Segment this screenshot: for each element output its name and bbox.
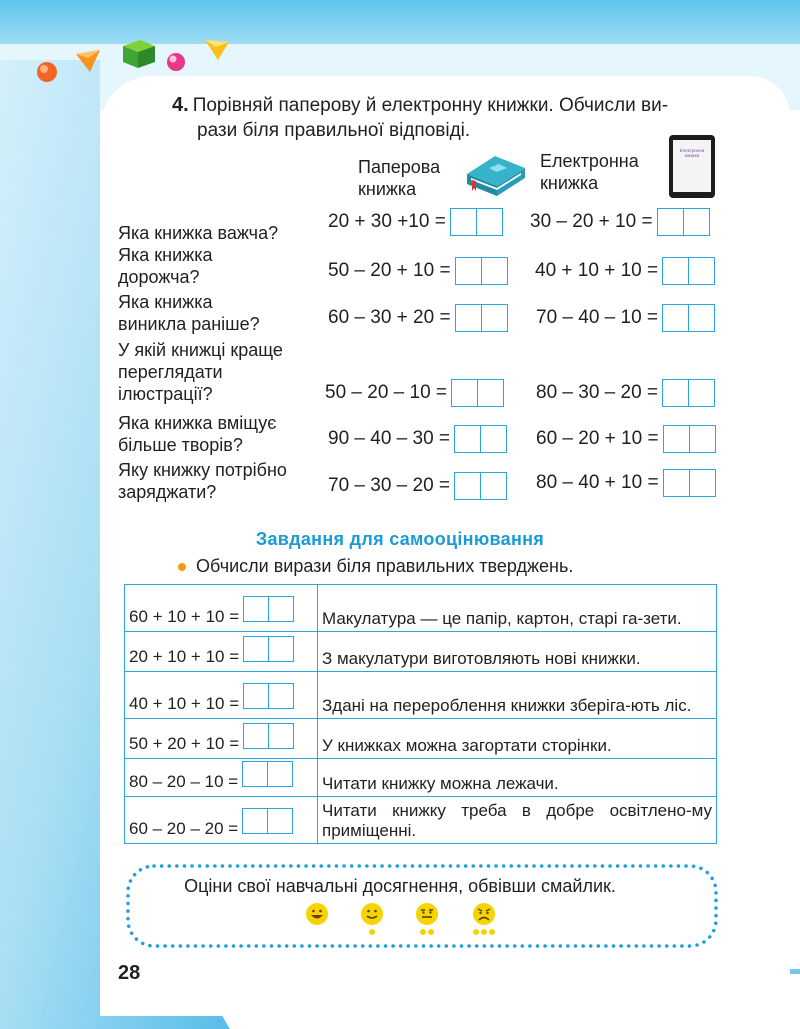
expr-2-ebook: 40 + 10 + 10 = [535, 257, 715, 285]
answer-box-2-ebook[interactable] [662, 257, 715, 285]
page-number: 28 [118, 962, 141, 984]
answer-box-5-paper[interactable] [454, 425, 507, 453]
answer-box[interactable] [243, 683, 294, 709]
smiley-smile-icon[interactable] [360, 902, 384, 926]
answer-box[interactable] [243, 723, 294, 749]
answer-box-1-paper[interactable] [450, 208, 503, 236]
expr-3-ebook: 70 – 40 – 10 = [536, 304, 715, 332]
question-3: Яка книжка виникла раніше? [118, 292, 260, 334]
decor-pink-sphere [167, 53, 185, 71]
answer-box[interactable] [242, 808, 293, 834]
expr-6-ebook: 80 – 40 + 10 = [536, 469, 716, 497]
task-text-line2: рази біля правильної відповіді. [197, 120, 471, 141]
ebook-label: Електронна книжка [540, 151, 639, 193]
expr-4-ebook: 80 – 30 – 20 = [536, 379, 715, 407]
ebook-tablet-icon [669, 135, 715, 198]
expr-4-paper: 50 – 20 – 10 = [325, 379, 504, 407]
smiley-sad-icon[interactable] [472, 902, 496, 926]
question-2: Яка книжка дорожча? [118, 245, 213, 287]
dots-three-icon [472, 928, 496, 936]
question-5: Яка книжка вміщує більше творів? [118, 413, 277, 455]
table-row: 20 + 10 + 10 = З макулатури виготовляють нові книжки. [125, 632, 717, 672]
ebook-screen: Електронна книжка [673, 140, 711, 192]
expr-6-paper: 70 – 30 – 20 = [328, 472, 507, 500]
answer-box-6-ebook[interactable] [663, 469, 716, 497]
answer-box-2-paper[interactable] [455, 257, 508, 285]
answer-box[interactable] [243, 596, 294, 622]
statements-table [124, 584, 717, 844]
bullet-icon [178, 563, 186, 571]
question-1: Яка книжка важча? [118, 223, 279, 243]
task-number: 4. [172, 94, 189, 116]
expr-3-paper: 60 – 30 + 20 = [328, 304, 508, 332]
smiley-neutral-icon[interactable] [415, 902, 439, 926]
evaluation-text: Оціни свої навчальні досягнення, обвівши смайлик. [184, 876, 616, 896]
table-row: 50 + 20 + 10 = У книжках можна загортати сторінки. [125, 719, 717, 759]
table-row: 40 + 10 + 10 = Здані на перероблення книжки зберіга-ють ліс. [125, 672, 717, 719]
answer-box-4-ebook[interactable] [662, 379, 715, 407]
expr-2-paper: 50 – 20 + 10 = [328, 257, 508, 285]
paper-book-label: Паперова книжка [358, 157, 441, 199]
answer-box-3-paper[interactable] [455, 304, 508, 332]
question-6: Яку книжку потрібно заряджати? [118, 460, 287, 502]
dot-one-icon [368, 928, 376, 936]
decor-orange-sphere [37, 62, 57, 82]
question-4: У якій книжці краще переглядати ілюстрації? [118, 340, 283, 404]
task-heading [172, 93, 732, 143]
answer-box-5-ebook[interactable] [663, 425, 716, 453]
task-text: Порівняй паперову й електронну книжки. Обчисли ви- [192, 95, 669, 116]
paper-book-icon [463, 150, 529, 198]
expr-5-paper: 90 – 40 – 30 = [328, 425, 507, 453]
self-assessment-instruction: Обчисли вирази біля правильних тверджень. [178, 556, 573, 577]
expr-1-ebook: 30 – 20 + 10 = [530, 208, 710, 236]
self-assessment-title: Завдання для самооцінювання [255, 529, 545, 549]
table-row: 80 – 20 – 10 = Читати книжку можна лежачи. [125, 759, 717, 797]
smiley-big-smile-icon[interactable] [305, 902, 329, 926]
expr-1-paper: 20 + 30 +10 = [328, 208, 503, 236]
answer-box[interactable] [243, 636, 294, 662]
table-row: 60 – 20 – 20 = Читати книжку треба в добре освітлено-му приміщенні. [125, 797, 717, 844]
answer-box-6-paper[interactable] [454, 472, 507, 500]
dots-two-icon [419, 928, 435, 936]
answer-box-3-ebook[interactable] [662, 304, 715, 332]
table-row: 60 + 10 + 10 = Макулатура — це папір, картон, старі га-зети. [125, 585, 717, 632]
answer-box-1-ebook[interactable] [657, 208, 710, 236]
answer-box-4-paper[interactable] [451, 379, 504, 407]
expr-5-ebook: 60 – 20 + 10 = [536, 425, 716, 453]
answer-box[interactable] [242, 761, 293, 787]
